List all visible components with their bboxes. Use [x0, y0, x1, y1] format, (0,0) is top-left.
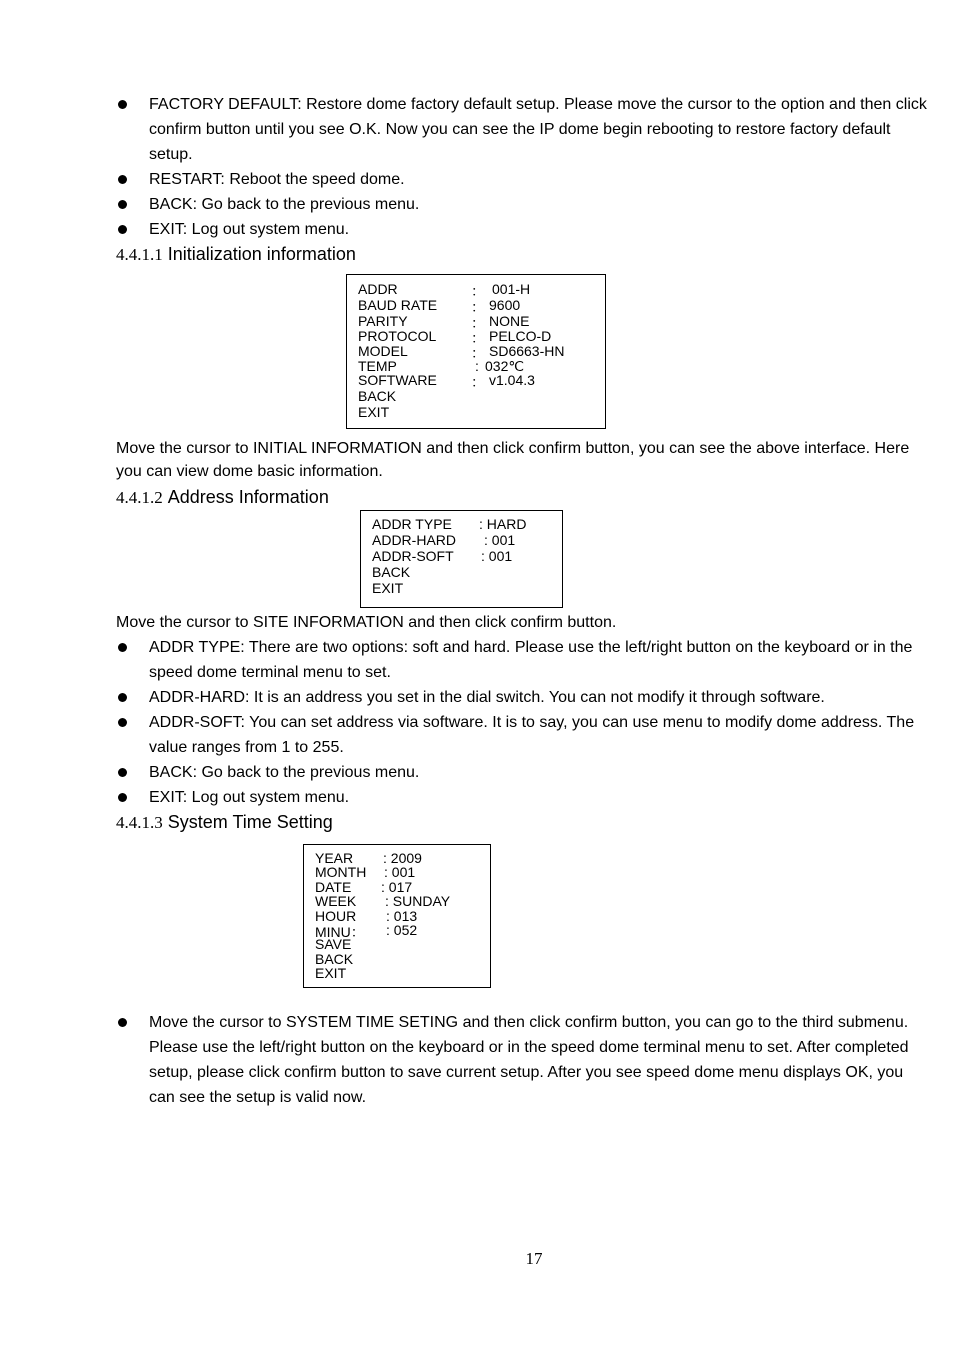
- bullet-back: BACK: Go back to the previous menu.: [116, 192, 931, 217]
- top-bullet-list: [116, 92, 931, 242]
- initialization-paragraph: Move the cursor to INITIAL INFORMATION and then click confirm button, you can see the above interface. Here you can view dome basic information.: [116, 440, 910, 480]
- menu-row-minu: MINU：: [315, 924, 365, 940]
- section-title: Address Information: [167, 487, 329, 507]
- address-bullet-list: [116, 635, 931, 810]
- menu-value-hour: : 013: [386, 908, 418, 924]
- menu-row-hour: HOUR: [315, 908, 357, 924]
- menu-value-software: v1.04.3: [489, 372, 535, 388]
- menu-sep-parity: ：: [471, 315, 485, 331]
- menu-row-save: SAVE: [315, 936, 352, 952]
- menu-row-back: BACK: [315, 951, 354, 967]
- menu-row-temp: TEMP: [358, 358, 397, 374]
- initialization-menu-box: [346, 274, 606, 429]
- section-number: 4.4.1.1: [116, 245, 163, 264]
- menu-sep-software: ：: [471, 374, 485, 390]
- section-title: Initialization information: [167, 244, 356, 264]
- system-time-menu-box: [303, 844, 491, 988]
- menu-row-addr-hard: ADDR-HARD: [372, 532, 456, 548]
- menu-row-protocol: PROTOCOL: [358, 328, 437, 344]
- menu-row-exit: EXIT: [358, 404, 390, 420]
- menu-value-baud-rate: 9600: [489, 297, 521, 313]
- bullet-exit: EXIT: Log out system menu.: [116, 785, 931, 810]
- menu-value-protocol: PELCO-D: [489, 328, 552, 344]
- menu-row-month: MONTH: [315, 864, 367, 880]
- section-heading-address: [116, 485, 329, 510]
- bullet-restart: RESTART: Reboot the speed dome.: [116, 167, 931, 192]
- menu-row-model: MODEL: [358, 343, 408, 359]
- menu-value-week: : SUNDAY: [385, 893, 451, 909]
- menu-value-year: : 2009: [383, 850, 422, 866]
- menu-sep-protocol: ：: [471, 330, 485, 346]
- menu-value-month: : 001: [384, 864, 416, 880]
- menu-value-addr-soft: : 001: [481, 548, 513, 564]
- system-time-bullet-list: [116, 1010, 931, 1110]
- menu-value-minu: : 052: [386, 922, 418, 938]
- menu-row-back: BACK: [358, 388, 397, 404]
- menu-row-year: YEAR: [315, 850, 354, 866]
- bullet-addr-hard: ADDR-HARD: It is an address you set in the dial switch. You can not modify it through software.: [116, 685, 931, 710]
- section-number: 4.4.1.2: [116, 488, 163, 507]
- menu-row-date: DATE: [315, 879, 352, 895]
- menu-sep-temp: :: [475, 358, 479, 374]
- section-number: 4.4.1.3: [116, 813, 163, 832]
- menu-row-addr-soft: ADDR-SOFT: [372, 548, 454, 564]
- address-menu-box: [360, 510, 563, 608]
- bullet-addr-soft: ADDR-SOFT: You can set address via software. It is to say, you can use menu to modify dome address. The value ranges from 1 to 255.: [116, 710, 931, 760]
- bullet-system-time-instructions: Move the cursor to SYSTEM TIME SETING and then click confirm button, you can go to the third submenu. Please use the left/right button on the keyboard or in the speed dome terminal menu to set. After completed setup, please click confirm button to save current setup. After you see speed dome menu displays OK, you can see the setup is valid now.: [116, 1010, 931, 1110]
- menu-sep-addr: ：: [471, 283, 485, 299]
- menu-value-date: : 017: [381, 879, 413, 895]
- section-heading-system-time: [116, 810, 333, 835]
- menu-value-addr: 001-H: [492, 281, 531, 297]
- menu-sep-model: ：: [471, 345, 485, 361]
- menu-value-temp: 032℃: [485, 358, 525, 374]
- menu-row-week: WEEK: [315, 893, 357, 909]
- page-number: 17: [525, 1249, 543, 1268]
- menu-value-addr-type: : HARD: [479, 516, 527, 532]
- menu-value-model: SD6663-HN: [489, 343, 565, 359]
- section-heading-initialization: [116, 242, 356, 267]
- menu-sep-baud-rate: ：: [471, 299, 485, 315]
- menu-row-parity: PARITY: [358, 313, 408, 329]
- menu-value-parity: NONE: [489, 313, 530, 329]
- bullet-factory-default: FACTORY DEFAULT: Restore dome factory default setup. Please move the cursor to the option and then click confirm button until you see O.K. Now you can see the IP dome begin rebooting to restore factory default setup.: [116, 92, 931, 167]
- menu-row-addr: ADDR: [358, 281, 398, 297]
- bullet-back: BACK: Go back to the previous menu.: [116, 760, 931, 785]
- menu-row-baud-rate: BAUD RATE: [358, 297, 438, 313]
- bullet-addr-type: ADDR TYPE: There are two options: soft and hard. Please use the left/right button on the keyboard or in the speed dome terminal menu to set.: [116, 635, 931, 685]
- address-paragraph: Move the cursor to SITE INFORMATION and then click confirm button.: [116, 614, 617, 631]
- section-title: System Time Setting: [167, 812, 333, 832]
- menu-row-exit: EXIT: [315, 965, 347, 981]
- bullet-exit: EXIT: Log out system menu.: [116, 217, 931, 242]
- menu-row-exit: EXIT: [372, 580, 404, 596]
- menu-row-back: BACK: [372, 564, 411, 580]
- menu-row-addr-type: ADDR TYPE: [372, 516, 452, 532]
- menu-value-addr-hard: : 001: [484, 532, 516, 548]
- menu-row-software: SOFTWARE: [358, 372, 437, 388]
